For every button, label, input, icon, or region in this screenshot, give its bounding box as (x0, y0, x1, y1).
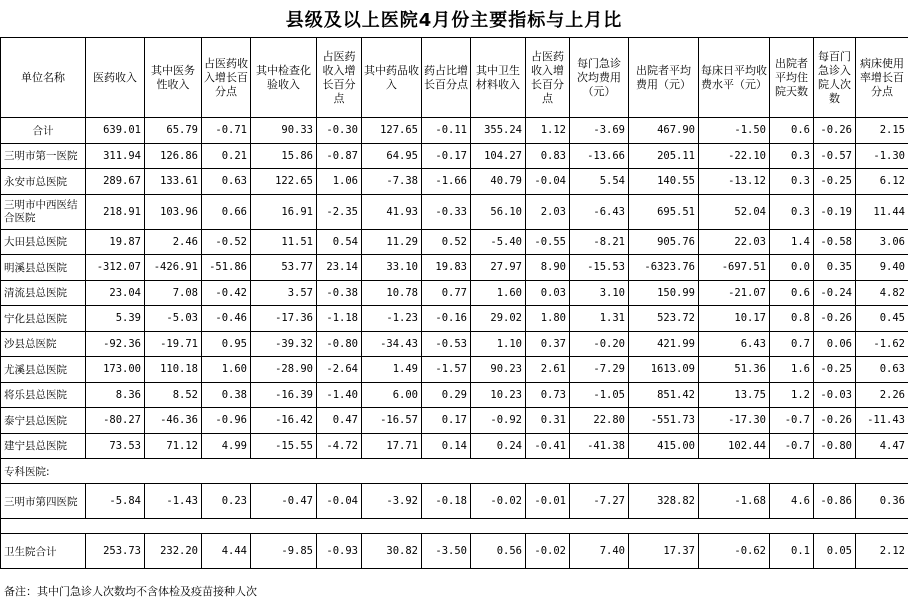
data-cell: -0.26 (814, 306, 856, 332)
data-cell: 33.10 (362, 255, 422, 281)
data-cell: 23.04 (86, 280, 145, 306)
data-cell: 0.05 (814, 534, 856, 569)
data-cell: -0.20 (570, 331, 629, 357)
section-row (1, 459, 908, 484)
table-row (1, 433, 908, 459)
data-cell: -0.87 (317, 143, 362, 169)
data-cell: -426.91 (145, 255, 202, 281)
data-cell: -0.80 (814, 433, 856, 459)
data-cell: -13.66 (570, 143, 629, 169)
data-cell: -0.58 (814, 229, 856, 255)
data-cell: -5.40 (471, 229, 526, 255)
data-cell: -7.38 (362, 169, 422, 195)
data-cell: 23.14 (317, 255, 362, 281)
data-cell: 90.33 (251, 118, 317, 144)
data-cell: 110.18 (145, 357, 202, 383)
data-cell: -2.35 (317, 194, 362, 229)
data-cell: -7.27 (570, 484, 629, 519)
data-cell: 19.83 (422, 255, 471, 281)
data-cell: 8.36 (86, 382, 145, 408)
data-cell: -5.03 (145, 306, 202, 332)
data-cell: 4.82 (856, 280, 908, 306)
data-cell: 2.61 (526, 357, 570, 383)
data-cell: 126.86 (145, 143, 202, 169)
data-cell: 0.14 (422, 433, 471, 459)
data-cell: 56.10 (471, 194, 526, 229)
row-name: 清流县总医院 (1, 280, 86, 306)
data-cell: -0.47 (251, 484, 317, 519)
data-cell: -0.53 (422, 331, 471, 357)
data-cell: -21.07 (699, 280, 770, 306)
data-cell: 90.23 (471, 357, 526, 383)
data-cell: -0.46 (202, 306, 251, 332)
data-cell: 17.37 (629, 534, 699, 569)
data-cell: 311.94 (86, 143, 145, 169)
data-cell: 0.17 (422, 408, 471, 434)
header-cell: 病床使用率增长百分点 (856, 38, 908, 118)
data-cell: 13.75 (699, 382, 770, 408)
data-cell: 1.31 (570, 306, 629, 332)
data-cell: -22.10 (699, 143, 770, 169)
spacer-cell (1, 519, 908, 534)
section-label: 专科医院: (1, 459, 908, 484)
data-cell: -0.71 (202, 118, 251, 144)
header-cell: 单位名称 (1, 38, 86, 118)
header-cell: 出院者平均住院天数 (770, 38, 814, 118)
data-cell: -0.04 (526, 169, 570, 195)
table-row (1, 118, 908, 144)
data-cell: 11.29 (362, 229, 422, 255)
row-name: 将乐县总医院 (1, 382, 86, 408)
data-cell: -0.38 (317, 280, 362, 306)
data-cell: -13.12 (699, 169, 770, 195)
header-cell: 其中药品收入 (362, 38, 422, 118)
data-cell: -0.19 (814, 194, 856, 229)
data-cell: -7.29 (570, 357, 629, 383)
data-cell: -0.86 (814, 484, 856, 519)
table-row (1, 408, 908, 434)
data-cell: 11.44 (856, 194, 908, 229)
header-cell: 每门急诊次均费用（元） (570, 38, 629, 118)
data-cell: 1.60 (471, 280, 526, 306)
table-row (1, 255, 908, 281)
data-cell: 289.67 (86, 169, 145, 195)
data-cell: 4.44 (202, 534, 251, 569)
header-cell: 占医药收入增长百分点 (202, 38, 251, 118)
page-title: 县级及以上医院4月份主要指标与上月比 (285, 10, 623, 31)
data-cell: 7.40 (570, 534, 629, 569)
data-cell: -1.43 (145, 484, 202, 519)
data-cell: 3.10 (570, 280, 629, 306)
footnote: 备注：其中门急诊人次数均不含体检及疫苗接种人次 (4, 585, 257, 598)
data-cell: 0.95 (202, 331, 251, 357)
data-cell: 0.45 (856, 306, 908, 332)
data-cell: 0.3 (770, 169, 814, 195)
data-cell: 65.79 (145, 118, 202, 144)
data-cell: 0.03 (526, 280, 570, 306)
row-name: 建宁县总医院 (1, 433, 86, 459)
data-cell: -0.25 (814, 357, 856, 383)
data-cell: -1.18 (317, 306, 362, 332)
data-cell: 0.7 (770, 331, 814, 357)
data-cell: -1.40 (317, 382, 362, 408)
data-cell: 3.06 (856, 229, 908, 255)
data-cell: 10.17 (699, 306, 770, 332)
data-cell: -0.93 (317, 534, 362, 569)
data-cell: -46.36 (145, 408, 202, 434)
data-cell: 8.90 (526, 255, 570, 281)
data-cell: -1.23 (362, 306, 422, 332)
data-cell: 27.97 (471, 255, 526, 281)
header-cell: 其中医务性收入 (145, 38, 202, 118)
data-cell: -1.66 (422, 169, 471, 195)
table-row (1, 194, 908, 229)
data-cell: -3.92 (362, 484, 422, 519)
data-cell: -2.64 (317, 357, 362, 383)
data-cell: 1.60 (202, 357, 251, 383)
data-cell: 40.79 (471, 169, 526, 195)
data-cell: -16.42 (251, 408, 317, 434)
data-cell: 15.86 (251, 143, 317, 169)
data-cell: -19.71 (145, 331, 202, 357)
data-cell: -9.85 (251, 534, 317, 569)
row-name: 永安市总医院 (1, 169, 86, 195)
data-cell: 232.20 (145, 534, 202, 569)
data-cell: 0.37 (526, 331, 570, 357)
data-cell: -1.30 (856, 143, 908, 169)
indicator-table (0, 37, 908, 569)
data-cell: 19.87 (86, 229, 145, 255)
data-cell: 102.44 (699, 433, 770, 459)
table-row (1, 169, 908, 195)
row-name: 合计 (1, 118, 86, 144)
data-cell: -0.62 (699, 534, 770, 569)
data-cell: -28.90 (251, 357, 317, 383)
data-cell: -34.43 (362, 331, 422, 357)
data-cell: 52.04 (699, 194, 770, 229)
data-cell: 140.55 (629, 169, 699, 195)
data-cell: -0.7 (770, 408, 814, 434)
data-cell: -17.36 (251, 306, 317, 332)
data-cell: -3.50 (422, 534, 471, 569)
data-cell: 133.61 (145, 169, 202, 195)
header-cell: 其中检查化验收入 (251, 38, 317, 118)
data-cell: -0.92 (471, 408, 526, 434)
row-name: 大田县总医院 (1, 229, 86, 255)
table-row (1, 280, 908, 306)
data-cell: -15.55 (251, 433, 317, 459)
data-cell: 0.38 (202, 382, 251, 408)
data-cell: -551.73 (629, 408, 699, 434)
data-cell: -92.36 (86, 331, 145, 357)
data-cell: 218.91 (86, 194, 145, 229)
data-cell: 17.71 (362, 433, 422, 459)
data-cell: -0.02 (471, 484, 526, 519)
header-cell: 占医药收入增长百分点 (526, 38, 570, 118)
data-cell: -0.96 (202, 408, 251, 434)
data-cell: 253.73 (86, 534, 145, 569)
data-cell: -51.86 (202, 255, 251, 281)
row-name: 三明市中西医结合医院 (1, 194, 86, 229)
data-cell: 0.24 (471, 433, 526, 459)
table-row (1, 143, 908, 169)
data-cell: 0.8 (770, 306, 814, 332)
data-cell: 41.93 (362, 194, 422, 229)
data-cell: -0.24 (814, 280, 856, 306)
data-cell: 2.26 (856, 382, 908, 408)
data-cell: 1.6 (770, 357, 814, 383)
data-cell: 73.53 (86, 433, 145, 459)
data-cell: -0.41 (526, 433, 570, 459)
data-cell: 5.39 (86, 306, 145, 332)
table-row (1, 331, 908, 357)
data-cell: 467.90 (629, 118, 699, 144)
data-cell: 4.6 (770, 484, 814, 519)
data-cell: -1.68 (699, 484, 770, 519)
header-cell: 出院者平均费用（元） (629, 38, 699, 118)
data-cell: 2.12 (856, 534, 908, 569)
data-cell: -80.27 (86, 408, 145, 434)
data-cell: 173.00 (86, 357, 145, 383)
data-cell: 421.99 (629, 331, 699, 357)
data-cell: 0.63 (856, 357, 908, 383)
data-cell: 905.76 (629, 229, 699, 255)
data-cell: -0.01 (526, 484, 570, 519)
data-cell: -16.39 (251, 382, 317, 408)
data-cell: -3.69 (570, 118, 629, 144)
data-cell: 10.78 (362, 280, 422, 306)
data-cell: -1.57 (422, 357, 471, 383)
data-cell: 0.66 (202, 194, 251, 229)
data-cell: 2.15 (856, 118, 908, 144)
data-cell: -6323.76 (629, 255, 699, 281)
data-cell: 4.99 (202, 433, 251, 459)
data-cell: -15.53 (570, 255, 629, 281)
table-row (1, 357, 908, 383)
data-cell: 1.80 (526, 306, 570, 332)
data-cell: 71.12 (145, 433, 202, 459)
data-cell: -0.7 (770, 433, 814, 459)
data-cell: 3.57 (251, 280, 317, 306)
spacer-row (1, 519, 908, 534)
row-name: 卫生院合计 (1, 534, 86, 569)
data-cell: 30.82 (362, 534, 422, 569)
data-cell: -8.21 (570, 229, 629, 255)
table-row (1, 484, 908, 519)
data-cell: 0.54 (317, 229, 362, 255)
data-cell: -6.43 (570, 194, 629, 229)
data-cell: 695.51 (629, 194, 699, 229)
data-cell: -39.32 (251, 331, 317, 357)
data-cell: 523.72 (629, 306, 699, 332)
data-cell: 8.52 (145, 382, 202, 408)
data-cell: -0.16 (422, 306, 471, 332)
data-cell: 22.80 (570, 408, 629, 434)
data-cell: 1.10 (471, 331, 526, 357)
header-cell: 每百门急诊入院人次数 (814, 38, 856, 118)
data-cell: 6.00 (362, 382, 422, 408)
data-cell: -1.05 (570, 382, 629, 408)
data-cell: 103.96 (145, 194, 202, 229)
row-name: 泰宁县总医院 (1, 408, 86, 434)
data-cell: -312.07 (86, 255, 145, 281)
data-cell: 0.3 (770, 194, 814, 229)
data-cell: 9.40 (856, 255, 908, 281)
data-cell: 0.1 (770, 534, 814, 569)
data-cell: -0.52 (202, 229, 251, 255)
data-cell: -5.84 (86, 484, 145, 519)
data-cell: -1.62 (856, 331, 908, 357)
data-cell: -697.51 (699, 255, 770, 281)
header-cell: 占医药收入增长百分点 (317, 38, 362, 118)
data-cell: 150.99 (629, 280, 699, 306)
row-name: 三明市第四医院 (1, 484, 86, 519)
table-row (1, 534, 908, 569)
row-name: 沙县总医院 (1, 331, 86, 357)
data-cell: -0.26 (814, 118, 856, 144)
data-cell: -0.02 (526, 534, 570, 569)
table-header-row (1, 38, 908, 118)
data-cell: -1.50 (699, 118, 770, 144)
data-cell: -0.42 (202, 280, 251, 306)
data-cell: 0.52 (422, 229, 471, 255)
data-cell: 64.95 (362, 143, 422, 169)
data-cell: 22.03 (699, 229, 770, 255)
data-cell: -16.57 (362, 408, 422, 434)
data-cell: 53.77 (251, 255, 317, 281)
data-cell: 0.31 (526, 408, 570, 434)
data-cell: 0.56 (471, 534, 526, 569)
data-cell: 1.2 (770, 382, 814, 408)
data-cell: 6.12 (856, 169, 908, 195)
data-cell: 0.77 (422, 280, 471, 306)
data-cell: -0.80 (317, 331, 362, 357)
data-cell: 29.02 (471, 306, 526, 332)
data-cell: -0.04 (317, 484, 362, 519)
data-cell: 0.21 (202, 143, 251, 169)
data-cell: 2.03 (526, 194, 570, 229)
data-cell: -41.38 (570, 433, 629, 459)
data-cell: 355.24 (471, 118, 526, 144)
header-cell: 其中卫生材料收入 (471, 38, 526, 118)
data-cell: 1.12 (526, 118, 570, 144)
data-cell: 16.91 (251, 194, 317, 229)
data-cell: 0.29 (422, 382, 471, 408)
data-cell: -0.17 (422, 143, 471, 169)
data-cell: -0.57 (814, 143, 856, 169)
data-cell: -4.72 (317, 433, 362, 459)
header-cell: 医药收入 (86, 38, 145, 118)
data-cell: 0.6 (770, 118, 814, 144)
data-cell: 205.11 (629, 143, 699, 169)
data-cell: 0.06 (814, 331, 856, 357)
data-cell: 5.54 (570, 169, 629, 195)
data-cell: -0.33 (422, 194, 471, 229)
data-cell: -0.30 (317, 118, 362, 144)
data-cell: 639.01 (86, 118, 145, 144)
data-cell: -17.30 (699, 408, 770, 434)
row-name: 明溪县总医院 (1, 255, 86, 281)
header-cell: 药占比增长百分点 (422, 38, 471, 118)
data-cell: 0.35 (814, 255, 856, 281)
data-cell: 6.43 (699, 331, 770, 357)
data-cell: 0.0 (770, 255, 814, 281)
data-cell: 0.47 (317, 408, 362, 434)
data-cell: 104.27 (471, 143, 526, 169)
data-cell: 1.4 (770, 229, 814, 255)
data-cell: -0.18 (422, 484, 471, 519)
data-cell: 1.06 (317, 169, 362, 195)
row-name: 三明市第一医院 (1, 143, 86, 169)
data-cell: 851.42 (629, 382, 699, 408)
data-cell: -0.26 (814, 408, 856, 434)
data-cell: -11.43 (856, 408, 908, 434)
row-name: 宁化县总医院 (1, 306, 86, 332)
data-cell: 0.3 (770, 143, 814, 169)
data-cell: 0.83 (526, 143, 570, 169)
data-cell: 0.63 (202, 169, 251, 195)
data-cell: -0.55 (526, 229, 570, 255)
data-cell: -0.03 (814, 382, 856, 408)
data-cell: 0.23 (202, 484, 251, 519)
data-cell: 51.36 (699, 357, 770, 383)
table-row (1, 306, 908, 332)
data-cell: 0.73 (526, 382, 570, 408)
data-cell: 1613.09 (629, 357, 699, 383)
data-cell: 0.6 (770, 280, 814, 306)
header-cell: 每床日平均收费水平（元） (699, 38, 770, 118)
data-cell: 2.46 (145, 229, 202, 255)
data-cell: 127.65 (362, 118, 422, 144)
table-row (1, 382, 908, 408)
data-cell: 1.49 (362, 357, 422, 383)
data-cell: 11.51 (251, 229, 317, 255)
data-cell: 10.23 (471, 382, 526, 408)
data-cell: 328.82 (629, 484, 699, 519)
data-cell: 0.36 (856, 484, 908, 519)
data-cell: -0.11 (422, 118, 471, 144)
row-name: 尤溪县总医院 (1, 357, 86, 383)
data-cell: 7.08 (145, 280, 202, 306)
data-cell: 122.65 (251, 169, 317, 195)
data-cell: 415.00 (629, 433, 699, 459)
data-cell: -0.25 (814, 169, 856, 195)
table-row (1, 229, 908, 255)
data-cell: 4.47 (856, 433, 908, 459)
